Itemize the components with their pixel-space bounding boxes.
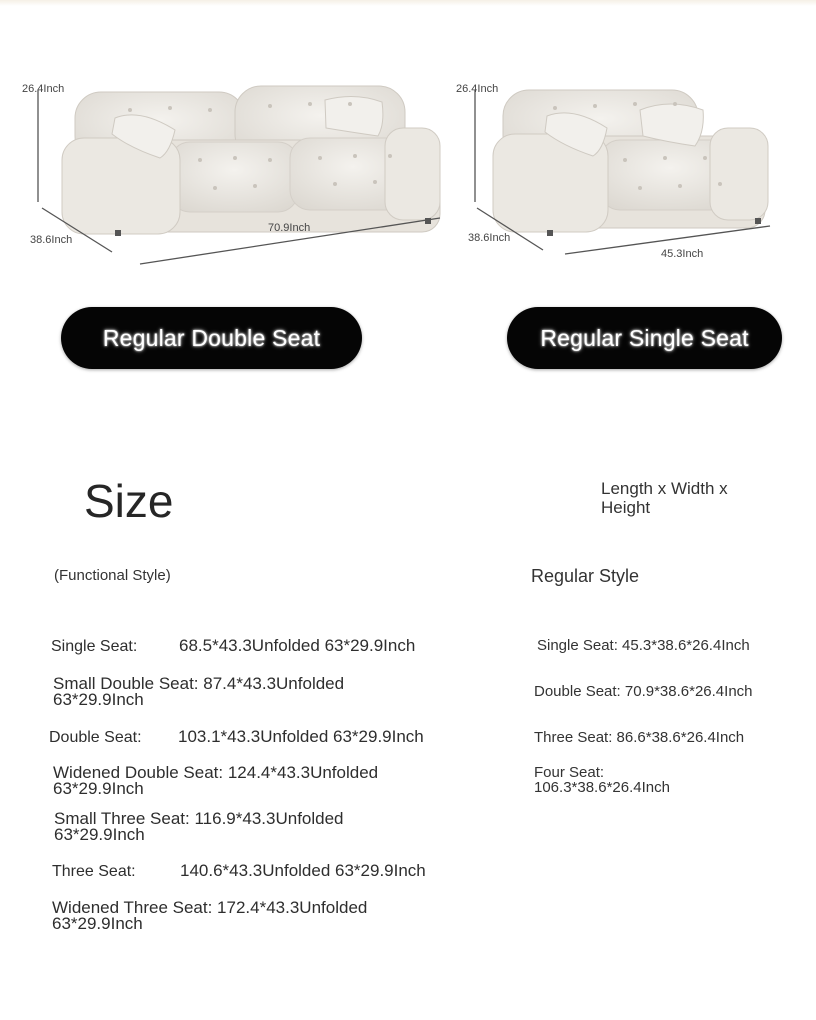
regular-row-four: Four Seat: 106.3*38.6*26.4Inch — [534, 764, 670, 796]
row-value: 140.6*43.3Unfolded 63*29.9Inch — [180, 861, 426, 880]
functional-row-double — [49, 729, 424, 746]
regular-single-seat-button[interactable]: Regular Single Seat — [507, 307, 782, 369]
regular-row-single: Single Seat: 45.3*38.6*26.4Inch — [537, 637, 750, 654]
row-value: 68.5*43.3Unfolded 63*29.9Inch — [179, 636, 416, 655]
row-label: Single Seat: — [51, 638, 138, 655]
row-value: 103.1*43.3Unfolded 63*29.9Inch — [178, 727, 424, 746]
functional-row-single — [51, 638, 415, 655]
regular-row-three: Three Seat: 86.6*38.6*26.4Inch — [534, 729, 745, 746]
double-width-label: 70.9Inch — [268, 222, 311, 234]
functional-row-small-three: Small Three Seat: 116.9*43.3Unfolded 63*29.9Inch — [54, 809, 344, 844]
row-label: Double Seat: — [49, 729, 142, 746]
row-label: Three Seat: — [52, 863, 136, 880]
double-sofa-image — [20, 70, 450, 270]
functional-style-heading: (Functional Style) — [54, 567, 171, 584]
functional-row-widened-three: Widened Three Seat: 172.4*43.3Unfolded 63*29.9Inch — [52, 898, 368, 933]
size-title: Size — [84, 475, 174, 527]
single-width-label: 45.3Inch — [661, 248, 704, 260]
functional-row-small-double: Small Double Seat: 87.4*43.3Unfolded 63*29.9Inch — [53, 674, 345, 709]
double-height-label: 26.4Inch — [22, 83, 65, 95]
double-depth-label: 38.6Inch — [30, 234, 73, 246]
functional-row-widened-double: Widened Double Seat: 124.4*43.3Unfolded 63*29.9Inch — [53, 763, 379, 798]
regular-style-heading: Regular Style — [531, 566, 640, 586]
single-depth-label: 38.6Inch — [468, 232, 511, 244]
dimension-note: Length x Width x Height — [601, 479, 728, 517]
regular-row-double: Double Seat: 70.9*38.6*26.4Inch — [534, 683, 753, 700]
functional-row-three — [52, 863, 426, 880]
single-height-label: 26.4Inch — [456, 83, 499, 95]
top-border — [0, 0, 816, 6]
regular-double-seat-button[interactable]: Regular Double Seat — [61, 307, 362, 369]
